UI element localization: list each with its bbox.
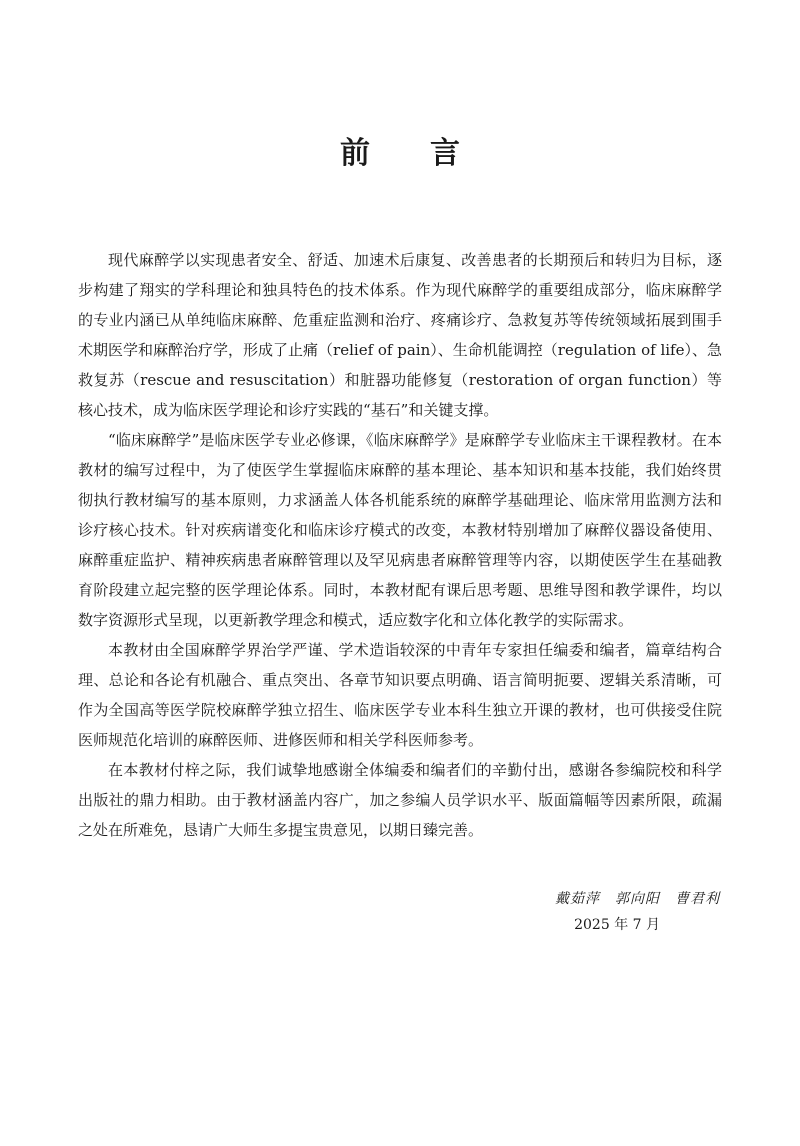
signature-block (430, 886, 720, 938)
page-title: 前言 (340, 136, 520, 171)
signature-date: 2025 年 7 月 (574, 917, 660, 933)
author-names: 戴茹萍 郭向阳 曹君利 (555, 891, 720, 907)
paragraph-3: 本教材由全国麻醉学界治学严谨、学术造诣较深的中青年专家担任编委和编者，篇章结构合理、总论和各论有机融合、重点突出、各章节知识要点明确、语言简明扼要、逻辑关系清晰，可作为全国高等医学院校麻醉学独立招生、临床医学专业本科生独立开课的教材，也可供接受住院医师规范化培训的麻醉医师、进修医师和相关学科医师参考。 (78, 641, 722, 749)
paragraph-1: 现代麻醉学以实现患者安全、舒适、加速术后康复、改善患者的长期预后和转归为目标，逐步构建了翔实的学科理论和独具特色的技术体系。作为现代麻醉学的重要组成部分，临床麻醉学的专业内涵已从单纯临床麻醉、危重症监测和治疗、疼痛诊疗、急救复苏等传统领域拓展到围手术期医学和麻醉治疗学，形成了止痛（relief of pain）、生命机能调控（regulation of life）、急救复苏（rescue and resuscitation）和脏器功能修复（restoration of organ function）等核心技术，成为临床医学理论和诊疗实践的“基石”和关键支撑。 (78, 251, 722, 419)
paragraph-2: “临床麻醉学”是临床医学专业必修课，《临床麻醉学》是麻醉学专业临床主干课程教材。在本教材的编写过程中，为了使医学生掌握临床麻醉的基本理论、基本知识和基本技能，我们始终贯彻执行教材编写的基本原则，力求涵盖人体各机能系统的麻醉学基础理论、临床常用监测方法和诊疗核心技术。针对疾病谱变化和临床诊疗模式的改变，本教材特别增加了麻醉仪器设备使用、麻醉重症监护、精神疾病患者麻醉管理以及罕见病患者麻醉管理等内容，以期使医学生在基础教育阶段建立起完整的医学理论体系。同时，本教材配有课后思考题、思维导图和教学课件，均以数字资源形式呈现，以更新教学理念和模式，适应数字化和立体化教学的实际需求。 (78, 431, 722, 629)
preface-body (78, 245, 722, 845)
paragraph-4: 在本教材付梓之际，我们诚挚地感谢全体编委和编者们的辛勤付出，感谢各参编院校和科学出版社的鼎力相助。由于教材涵盖内容广，加之参编人员学识水平、版面篇幅等因素所限，疏漏之处在所难免，恳请广大师生多提宝贵意见，以期日臻完善。 (78, 761, 722, 839)
